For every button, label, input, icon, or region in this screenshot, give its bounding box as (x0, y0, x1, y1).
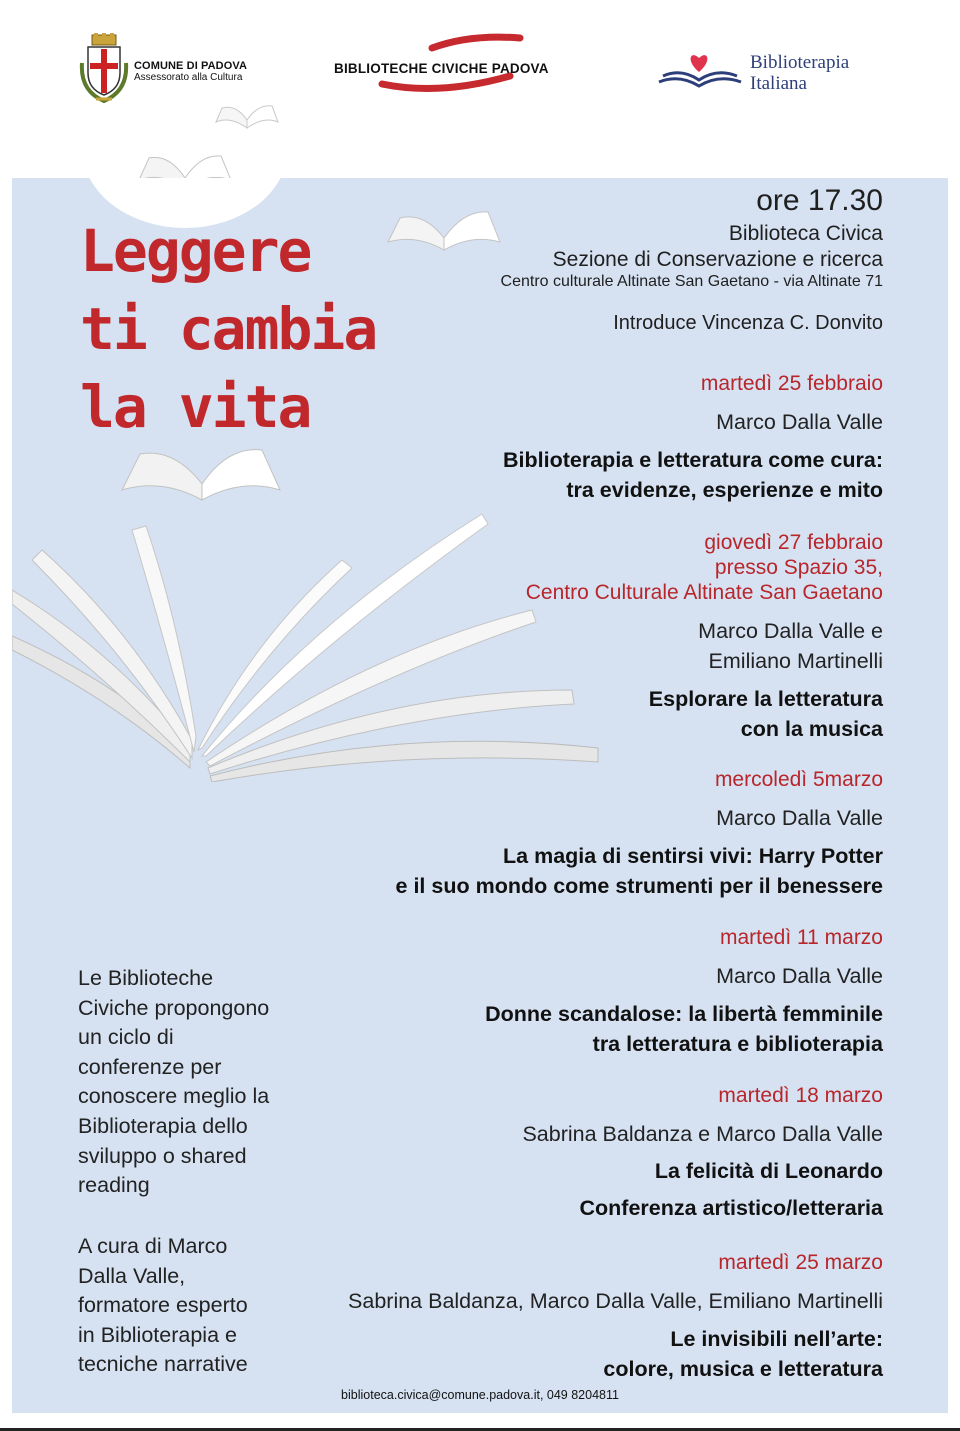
flying-book-icon (384, 206, 504, 258)
event-4 (485, 925, 883, 1059)
event-speakers: Marco Dalla Valle (716, 410, 883, 434)
curator-line: A cura di Marco (78, 1234, 228, 1258)
event-topic: con la musica (740, 717, 883, 741)
event-speakers: Sabrina Baldanza, Marco Dalla Valle, Emiliano Martinelli (348, 1289, 883, 1313)
event-date: martedì 11 marzo (719, 926, 883, 949)
event-location: Centro Culturale Altinate San Gaetano (525, 581, 883, 604)
event-6 (348, 1250, 883, 1384)
description-line: conoscere meglio la (78, 1084, 270, 1109)
curator-line: in Biblioterapia e (78, 1322, 237, 1347)
event-topic: Le invisibili nell’arte: (670, 1327, 883, 1351)
book-heart-icon (655, 50, 745, 94)
description-line: Biblioterapia dello (78, 1113, 248, 1138)
padova-crest-icon (78, 33, 130, 105)
italiana-word: Italiana (750, 73, 807, 94)
biblioterapia-italiana-logo (655, 48, 885, 98)
description-line: Le Biblioteche (78, 966, 214, 990)
event-topic: tra evidenze, esperienze e mito (566, 478, 883, 502)
event-date: giovedì 27 febbraio (704, 531, 883, 554)
event-topic: colore, musica e letteratura (603, 1357, 883, 1381)
event-topic: e il suo mondo come strumenti per il benessere (395, 874, 883, 898)
event-speakers: Emiliano Martinelli (708, 649, 883, 673)
event-speakers: Sabrina Baldanza e Marco Dalla Valle (522, 1122, 883, 1146)
event-time (756, 184, 883, 218)
series-description (78, 964, 269, 1201)
event-topic: La felicità di Leonardo (654, 1159, 883, 1183)
description-line: un ciclo di (78, 1025, 174, 1050)
event-speakers: Marco Dalla Valle (716, 964, 883, 988)
title-line: Leggere (80, 217, 311, 285)
time-prefix: ore (756, 184, 800, 217)
description-line: conferenze per (78, 1054, 222, 1079)
time-value: 17.30 (807, 184, 883, 217)
biblioteche-civiche-logo (330, 32, 570, 98)
biblioterapia-word: Biblioterapia (750, 52, 850, 73)
event-topic: Biblioterapia e letteratura come cura: (503, 448, 883, 472)
event-topic: Esplorare la letteratura (648, 687, 883, 711)
event-speakers: Marco Dalla Valle e (698, 619, 883, 643)
comune-name: COMUNE DI PADOVA (134, 60, 248, 72)
curator-description (78, 1232, 248, 1380)
event-1 (503, 371, 883, 505)
comune-padova-logo (78, 33, 258, 105)
event-3 (396, 767, 883, 901)
curator-line: tecniche narrative (78, 1352, 248, 1377)
event-5 (522, 1083, 883, 1223)
venue-name: Biblioteca Civica (728, 222, 883, 245)
event-date: martedì 25 febbraio (700, 372, 883, 395)
event-2 (526, 530, 883, 744)
curator-line: formatore esperto (78, 1293, 248, 1318)
poster-title (80, 212, 376, 446)
event-topic: La magia di sentirsi vivi: Harry Potter (503, 844, 883, 868)
title-line: la vita (80, 373, 311, 441)
event-date: martedì 18 marzo (718, 1084, 883, 1107)
biblioteche-name: BIBLIOTECHE CIVICHE PADOVA (334, 61, 549, 76)
flying-book-icon (212, 100, 282, 134)
description-line: sviluppo o shared (78, 1143, 247, 1168)
event-topic: tra letteratura e biblioterapia (592, 1032, 883, 1056)
event-topic: Conferenza artistico/letteraria (579, 1196, 883, 1220)
event-speakers: Marco Dalla Valle (716, 806, 883, 830)
curator-line: Dalla Valle, (78, 1263, 186, 1288)
event-date: mercoledì 5marzo (714, 768, 883, 791)
open-book-illustration (12, 500, 602, 782)
event-date: martedì 25 marzo (718, 1251, 883, 1274)
title-line: ti cambia (80, 295, 377, 363)
event-location: presso Spazio 35, (714, 556, 883, 579)
introduction-note: Introduce Vincenza C. Donvito (613, 312, 883, 334)
assessorato-name: Assessorato alla Cultura (134, 72, 243, 83)
venue-address: Centro culturale Altinate San Gaetano - via Altinate 71 (500, 273, 883, 290)
venue-section: Sezione di Conservazione e ricerca (552, 248, 883, 271)
event-topic: Donne scandalose: la libertà femminile (485, 1002, 883, 1026)
description-line: Civiche propongono (78, 995, 270, 1020)
contact-footer: biblioteca.civica@comune.padova.it, 049 8204811 (341, 1388, 619, 1402)
description-line: reading (78, 1173, 150, 1198)
